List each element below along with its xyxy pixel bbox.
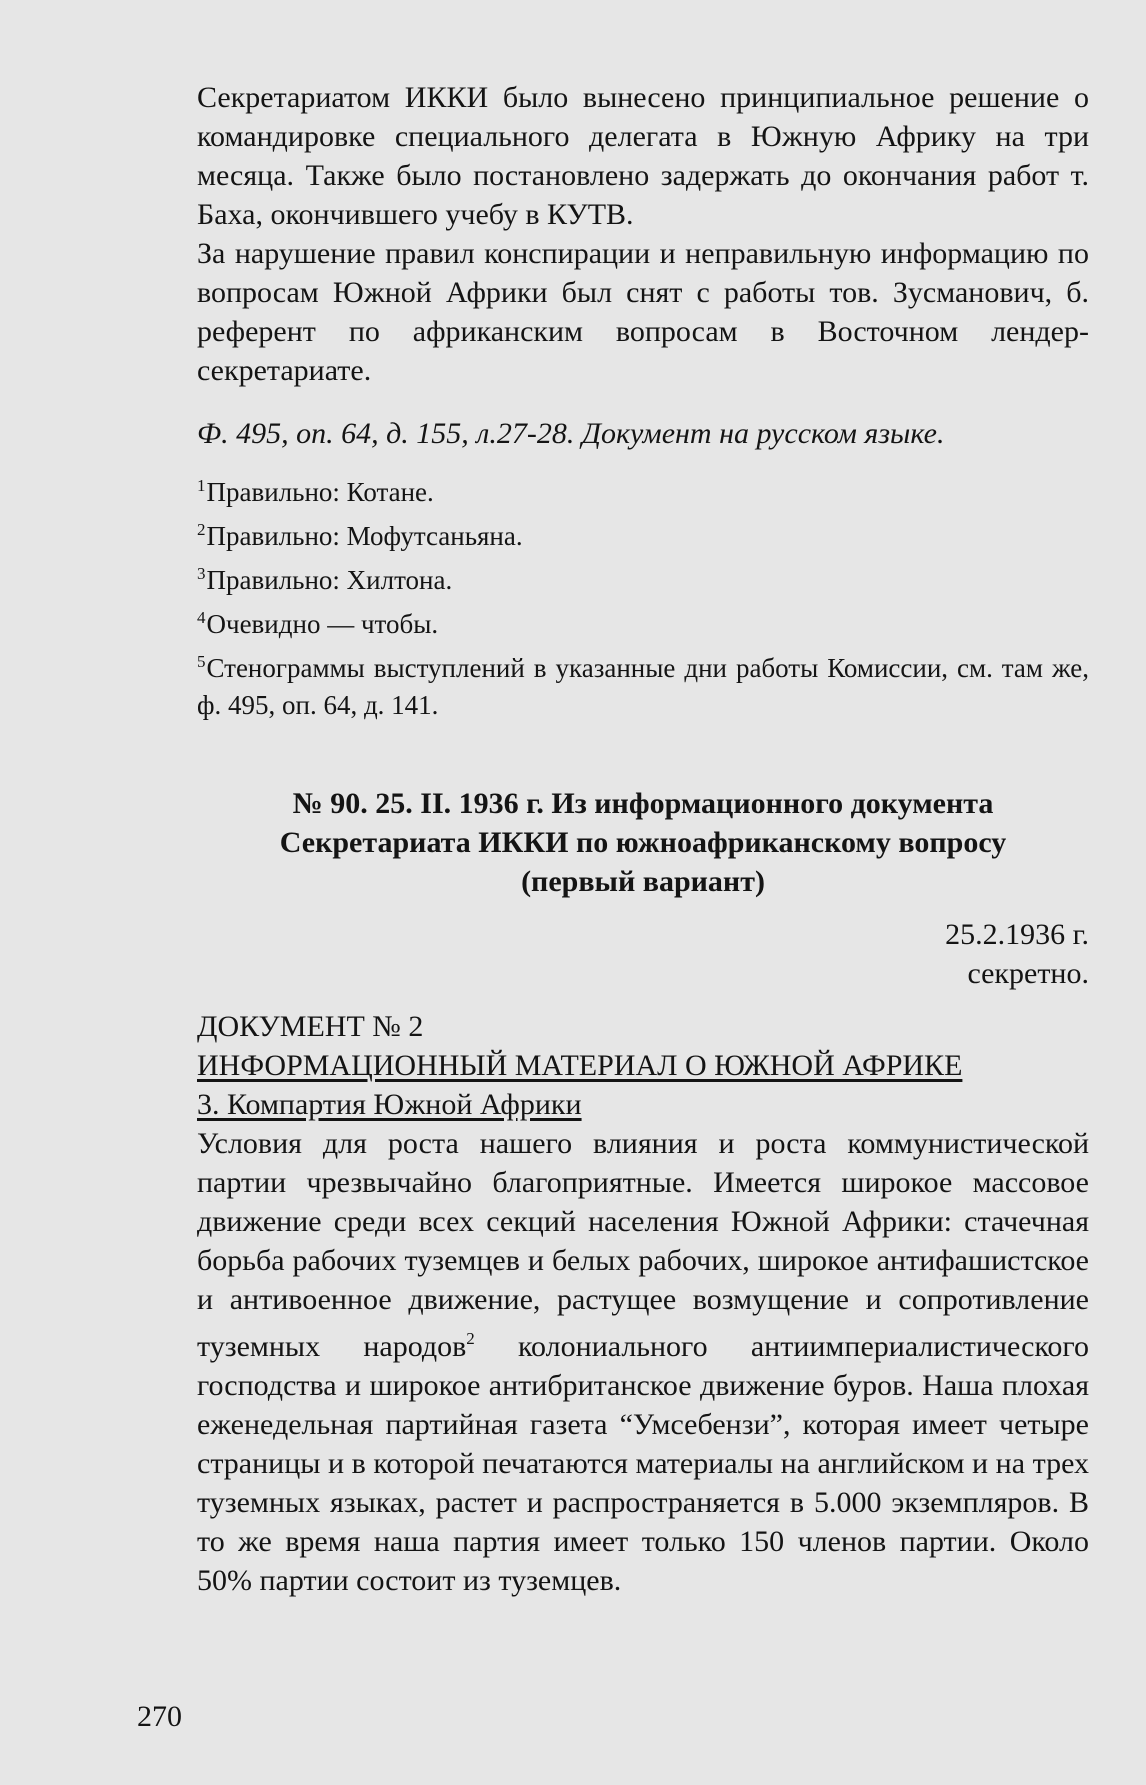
footnote-number: 4 bbox=[197, 608, 206, 627]
footnote-text: Очевидно — чтобы. bbox=[206, 609, 439, 639]
footnote-number: 3 bbox=[197, 564, 206, 583]
page-content bbox=[197, 78, 1089, 1600]
heading-line: (первый вариант) bbox=[521, 865, 765, 898]
page-number: 270 bbox=[137, 1700, 182, 1733]
footnote bbox=[197, 511, 1089, 555]
document-heading bbox=[197, 784, 1089, 901]
footnote-text: Правильно: Хилтона. bbox=[206, 565, 453, 595]
footnotes bbox=[197, 467, 1089, 724]
paragraph: За нарушение правил конспирации и неправильную информацию по вопросам Южной Африки был снят с работы тов. Зусманович, б. референт по африканским вопросам в Восточном лендер-секретариате. bbox=[197, 237, 1089, 387]
footnote-text: Правильно: Мофутсаньяна. bbox=[206, 521, 523, 551]
section-title bbox=[197, 1085, 1089, 1124]
body-text: Условия для роста нашего влияния и роста коммунистической партии чрезвычайно благоприятные. Имеется широкое массовое движение среди всех секций населения Южной Африки: стачечная борьба рабочих туземцев и белых рабочих, широкое антифашистское и антивоенное движение, растущее возмущение и сопротивление туземных народов bbox=[197, 1127, 1089, 1363]
body-paragraph bbox=[197, 1124, 1089, 1600]
footnote-text: Правильно: Котане. bbox=[206, 477, 434, 507]
heading-line: № 90. 25. II. 1936 г. Из информационного документа bbox=[292, 787, 994, 820]
footnote-number: 5 bbox=[197, 652, 206, 671]
footnote bbox=[197, 555, 1089, 599]
footnote bbox=[197, 467, 1089, 511]
document-date: 25.2.1936 г. bbox=[945, 918, 1089, 951]
heading-line: Секретариата ИККИ по южноафриканскому вопросу bbox=[279, 826, 1007, 859]
footnote bbox=[197, 643, 1089, 724]
footnote bbox=[197, 599, 1089, 643]
footnote-number: 1 bbox=[197, 476, 206, 495]
footnote-reference: 2 bbox=[466, 1329, 475, 1348]
source-citation: Ф. 495, оп. 64, д. 155, л.27-28. Документ на русском языке. bbox=[197, 417, 945, 450]
paragraph: Секретариатом ИККИ было вынесено принципиальное решение о командировке специального делегата в Южную Африку на три месяца. Также было постановлено задержать до окончания работ т. Баха, окончившего учебу в КУТВ. bbox=[197, 81, 1089, 231]
body-text: колониального антиимпериалистического господства и широкое антибританское движение буров. Наша плохая еженедельная партийная газета “Умсебензи”, которая имеет четыре страницы и в которой печатаются материалы на английском и на трех туземных языках, растет и распространяется в 5.000 экземпляров. В то же время наша партия имеет только 150 членов партии. Около 50% партии состоит из туземцев. bbox=[197, 1330, 1089, 1597]
footnote-number: 2 bbox=[197, 520, 206, 539]
document-subtitle-text: ИНФОРМАЦИОННЫЙ МАТЕРИАЛ О ЮЖНОЙ АФРИКЕ bbox=[197, 1049, 963, 1082]
footnote-text: Стенограммы выступлений в указанные дни работы Комиссии, см. там же, ф. 495, оп. 64, д. 141. bbox=[197, 653, 1089, 720]
section-title-text: 3. Компартия Южной Африки bbox=[197, 1088, 582, 1121]
classification-mark: секретно. bbox=[967, 957, 1089, 990]
document-subtitle bbox=[197, 1046, 1089, 1085]
document-title: ДОКУМЕНТ № 2 bbox=[197, 1010, 424, 1043]
